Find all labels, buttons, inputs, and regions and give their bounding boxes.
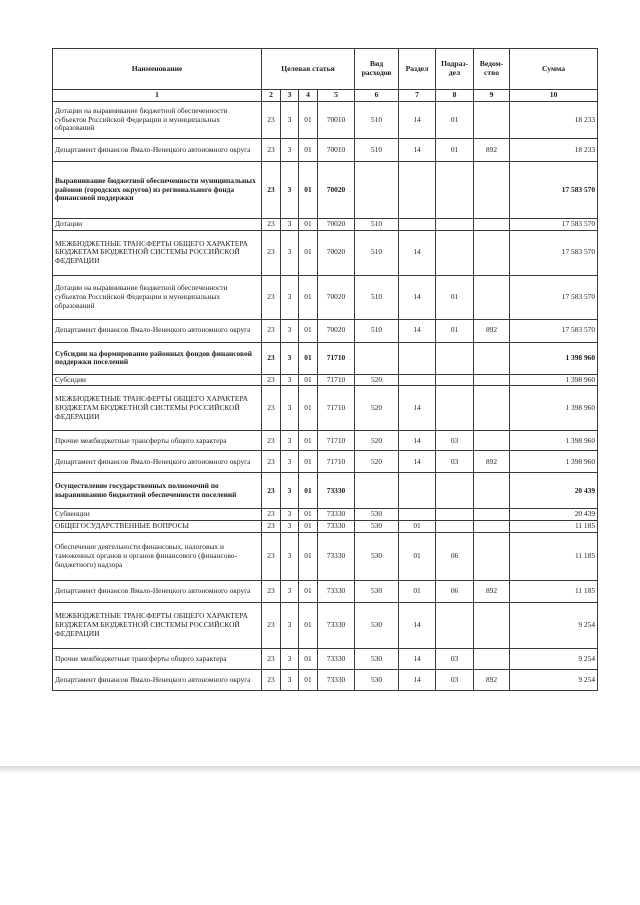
expense-type-code: 510	[355, 230, 399, 275]
target-code-3: 01	[299, 669, 318, 690]
department-code	[474, 431, 510, 451]
expense-type-code: 510	[355, 319, 399, 342]
target-code-2: 3	[281, 386, 299, 431]
table-row	[53, 319, 598, 342]
target-code-3: 01	[299, 342, 318, 374]
row-name: Департамент финансов Ямало-Ненецкого автономного округа	[53, 580, 262, 602]
row-sum: 20 439	[510, 473, 598, 509]
row-sum: 11 185	[510, 532, 598, 580]
row-sum: 17 583 570	[510, 319, 598, 342]
row-name: Субсидии на формирование районных фондов финансовой поддержки поселений	[53, 342, 262, 374]
table-row	[53, 669, 598, 690]
target-code-3: 01	[299, 648, 318, 669]
expense-type-code: 520	[355, 386, 399, 431]
row-sum: 1 398 960	[510, 374, 598, 386]
target-code-4: 73330	[318, 648, 355, 669]
table-row	[53, 602, 598, 648]
target-code-3: 01	[299, 473, 318, 509]
row-name: ОБЩЕГОСУДАРСТВЕННЫЕ ВОПРОСЫ	[53, 521, 262, 533]
target-code-4: 73330	[318, 602, 355, 648]
subsection-code	[436, 602, 474, 648]
target-code-3: 01	[299, 319, 318, 342]
subsection-code	[436, 342, 474, 374]
col-number: 5	[318, 90, 355, 102]
table-row	[53, 431, 598, 451]
header-exp-type: Вид расходов	[355, 49, 399, 90]
row-name: Субсидии	[53, 374, 262, 386]
target-code-1: 23	[262, 580, 281, 602]
target-code-1: 23	[262, 451, 281, 473]
expense-type-code: 530	[355, 648, 399, 669]
target-code-1: 23	[262, 319, 281, 342]
expense-type-code: 520	[355, 451, 399, 473]
subsection-code	[436, 521, 474, 533]
target-code-3: 01	[299, 602, 318, 648]
department-code	[474, 102, 510, 139]
section-code: 01	[399, 580, 436, 602]
row-sum: 20 439	[510, 509, 598, 521]
expense-type-code: 530	[355, 532, 399, 580]
col-number: 8	[436, 90, 474, 102]
row-sum: 18 233	[510, 102, 598, 139]
table-row	[53, 386, 598, 431]
table-row	[53, 219, 598, 231]
target-code-2: 3	[281, 139, 299, 162]
target-code-2: 3	[281, 580, 299, 602]
table-row	[53, 451, 598, 473]
target-code-3: 01	[299, 532, 318, 580]
section-code: 14	[399, 319, 436, 342]
row-sum: 17 583 570	[510, 219, 598, 231]
col-number: 2	[262, 90, 281, 102]
section-code: 14	[399, 102, 436, 139]
row-name: Обеспечение деятельности финансовых, налоговых и таможенных органов и органов финансового (финансово-бюджетного) надзора	[53, 532, 262, 580]
row-sum: 9 254	[510, 669, 598, 690]
target-code-1: 23	[262, 431, 281, 451]
subsection-code	[436, 386, 474, 431]
department-code	[474, 342, 510, 374]
row-name: Дотации на выравнивание бюджетной обеспеченности субъектов Российской Федерации и муниципальных образований	[53, 102, 262, 139]
subsection-code: 01	[436, 102, 474, 139]
section-code	[399, 162, 436, 219]
table-header-row	[53, 49, 598, 90]
row-sum: 9 254	[510, 648, 598, 669]
col-number: 6	[355, 90, 399, 102]
target-code-1: 23	[262, 509, 281, 521]
target-code-3: 01	[299, 374, 318, 386]
table-row	[53, 139, 598, 162]
section-code: 14	[399, 648, 436, 669]
target-code-2: 3	[281, 275, 299, 319]
table-row	[53, 521, 598, 533]
department-code	[474, 648, 510, 669]
expense-type-code: 530	[355, 509, 399, 521]
row-sum: 17 583 570	[510, 275, 598, 319]
table-row	[53, 162, 598, 219]
department-code: 892	[474, 580, 510, 602]
row-sum: 1 398 960	[510, 386, 598, 431]
expense-type-code: 510	[355, 139, 399, 162]
target-code-1: 23	[262, 473, 281, 509]
row-name: МЕЖБЮДЖЕТНЫЕ ТРАНСФЕРТЫ ОБЩЕГО ХАРАКТЕРА БЮДЖЕТАМ БЮДЖЕТНОЙ СИСТЕМЫ РОССИЙСКОЙ ФЕДЕРАЦИИ	[53, 386, 262, 431]
row-sum: 17 583 570	[510, 230, 598, 275]
section-code: 14	[399, 669, 436, 690]
row-name: Дотации на выравнивание бюджетной обеспеченности субъектов Российской Федерации и муниципальных образований	[53, 275, 262, 319]
table-row	[53, 473, 598, 509]
table-row	[53, 532, 598, 580]
row-name: МЕЖБЮДЖЕТНЫЕ ТРАНСФЕРТЫ ОБЩЕГО ХАРАКТЕРА БЮДЖЕТАМ БЮДЖЕТНОЙ СИСТЕМЫ РОССИЙСКОЙ ФЕДЕРАЦИИ	[53, 230, 262, 275]
target-code-1: 23	[262, 521, 281, 533]
target-code-4: 73330	[318, 669, 355, 690]
target-code-4: 70020	[318, 319, 355, 342]
department-code	[474, 386, 510, 431]
row-sum: 1 398 960	[510, 342, 598, 374]
target-code-2: 3	[281, 602, 299, 648]
target-code-3: 01	[299, 102, 318, 139]
row-sum: 11 185	[510, 580, 598, 602]
subsection-code	[436, 230, 474, 275]
subsection-code: 03	[436, 451, 474, 473]
target-code-3: 01	[299, 509, 318, 521]
column-number-row	[53, 90, 598, 102]
section-code	[399, 374, 436, 386]
department-code	[474, 374, 510, 386]
row-name: Департамент финансов Ямало-Ненецкого автономного округа	[53, 139, 262, 162]
row-name: Осуществление государственных полномочий по выравниванию бюджетной обеспеченности поселений	[53, 473, 262, 509]
target-code-2: 3	[281, 219, 299, 231]
target-code-1: 23	[262, 602, 281, 648]
section-code: 01	[399, 532, 436, 580]
target-code-3: 01	[299, 386, 318, 431]
row-name: Прочие межбюджетные трансферты общего характера	[53, 431, 262, 451]
subsection-code: 03	[436, 648, 474, 669]
expense-type-code: 530	[355, 669, 399, 690]
subsection-code: 06	[436, 580, 474, 602]
target-code-4: 71710	[318, 431, 355, 451]
target-code-4: 70020	[318, 230, 355, 275]
section-code: 14	[399, 230, 436, 275]
row-name: Дотации	[53, 219, 262, 231]
target-code-1: 23	[262, 648, 281, 669]
col-number: 1	[53, 90, 262, 102]
target-code-4: 71710	[318, 342, 355, 374]
target-code-4: 70020	[318, 275, 355, 319]
department-code	[474, 509, 510, 521]
expense-type-code: 510	[355, 219, 399, 231]
target-code-4: 73330	[318, 532, 355, 580]
subsection-code	[436, 162, 474, 219]
row-name: Департамент финансов Ямало-Ненецкого автономного округа	[53, 451, 262, 473]
target-code-3: 01	[299, 521, 318, 533]
target-code-3: 01	[299, 275, 318, 319]
row-name: МЕЖБЮДЖЕТНЫЕ ТРАНСФЕРТЫ ОБЩЕГО ХАРАКТЕРА БЮДЖЕТАМ БЮДЖЕТНОЙ СИСТЕМЫ РОССИЙСКОЙ ФЕДЕРАЦИИ	[53, 602, 262, 648]
target-code-1: 23	[262, 230, 281, 275]
department-code	[474, 521, 510, 533]
department-code: 892	[474, 139, 510, 162]
header-name: Наименование	[53, 49, 262, 90]
target-code-4: 70010	[318, 139, 355, 162]
target-code-2: 3	[281, 521, 299, 533]
target-code-3: 01	[299, 219, 318, 231]
row-name: Департамент финансов Ямало-Ненецкого автономного округа	[53, 319, 262, 342]
target-code-2: 3	[281, 532, 299, 580]
target-code-2: 3	[281, 431, 299, 451]
expense-type-code: 530	[355, 521, 399, 533]
section-code: 14	[399, 275, 436, 319]
header-subsection: Подраз-дел	[436, 49, 474, 90]
expense-type-code: 510	[355, 102, 399, 139]
section-code: 14	[399, 431, 436, 451]
target-code-1: 23	[262, 219, 281, 231]
subsection-code: 01	[436, 319, 474, 342]
section-code: 14	[399, 386, 436, 431]
department-code	[474, 275, 510, 319]
subsection-code	[436, 509, 474, 521]
target-code-1: 23	[262, 275, 281, 319]
department-code: 892	[474, 319, 510, 342]
expense-type-code	[355, 473, 399, 509]
budget-table	[52, 48, 598, 691]
section-code	[399, 342, 436, 374]
row-name: Департамент финансов Ямало-Ненецкого автономного округа	[53, 669, 262, 690]
table-row	[53, 648, 598, 669]
header-target: Целевая статья	[262, 49, 355, 90]
row-sum: 9 254	[510, 602, 598, 648]
target-code-4: 73330	[318, 580, 355, 602]
target-code-1: 23	[262, 532, 281, 580]
col-number: 9	[474, 90, 510, 102]
col-number: 10	[510, 90, 598, 102]
table-row	[53, 580, 598, 602]
header-section: Раздел	[399, 49, 436, 90]
target-code-4: 73330	[318, 521, 355, 533]
expense-type-code: 530	[355, 602, 399, 648]
target-code-1: 23	[262, 102, 281, 139]
expense-type-code: 520	[355, 431, 399, 451]
table-row	[53, 374, 598, 386]
col-number: 7	[399, 90, 436, 102]
target-code-3: 01	[299, 230, 318, 275]
target-code-3: 01	[299, 139, 318, 162]
table-row	[53, 275, 598, 319]
page-edge-shadow	[0, 766, 640, 774]
target-code-4: 73330	[318, 473, 355, 509]
department-code	[474, 473, 510, 509]
section-code	[399, 219, 436, 231]
expense-type-code: 510	[355, 275, 399, 319]
subsection-code: 03	[436, 669, 474, 690]
target-code-1: 23	[262, 139, 281, 162]
col-number: 3	[281, 90, 299, 102]
expense-type-code	[355, 162, 399, 219]
target-code-2: 3	[281, 162, 299, 219]
target-code-1: 23	[262, 374, 281, 386]
target-code-2: 3	[281, 102, 299, 139]
subsection-code	[436, 374, 474, 386]
target-code-4: 71710	[318, 451, 355, 473]
expense-type-code: 530	[355, 580, 399, 602]
target-code-3: 01	[299, 451, 318, 473]
subsection-code: 01	[436, 275, 474, 319]
target-code-3: 01	[299, 580, 318, 602]
target-code-4: 70020	[318, 162, 355, 219]
department-code	[474, 162, 510, 219]
header-department: Ведом-ство	[474, 49, 510, 90]
section-code: 14	[399, 139, 436, 162]
target-code-4: 70020	[318, 219, 355, 231]
subsection-code: 03	[436, 431, 474, 451]
table-row	[53, 230, 598, 275]
table-row	[53, 342, 598, 374]
row-sum: 1 398 960	[510, 451, 598, 473]
target-code-4: 70010	[318, 102, 355, 139]
target-code-4: 71710	[318, 386, 355, 431]
subsection-code: 01	[436, 139, 474, 162]
target-code-1: 23	[262, 669, 281, 690]
section-code	[399, 473, 436, 509]
col-number: 4	[299, 90, 318, 102]
header-sum: Сумма	[510, 49, 598, 90]
table-row	[53, 102, 598, 139]
target-code-2: 3	[281, 230, 299, 275]
target-code-2: 3	[281, 451, 299, 473]
target-code-2: 3	[281, 669, 299, 690]
target-code-4: 71710	[318, 374, 355, 386]
target-code-4: 73330	[318, 509, 355, 521]
department-code	[474, 230, 510, 275]
row-sum: 18 233	[510, 139, 598, 162]
subsection-code: 06	[436, 532, 474, 580]
section-code: 14	[399, 451, 436, 473]
target-code-2: 3	[281, 473, 299, 509]
target-code-1: 23	[262, 342, 281, 374]
expense-type-code: 520	[355, 374, 399, 386]
target-code-1: 23	[262, 162, 281, 219]
row-sum: 1 398 960	[510, 431, 598, 451]
section-code	[399, 509, 436, 521]
department-code: 892	[474, 451, 510, 473]
subsection-code	[436, 473, 474, 509]
department-code	[474, 602, 510, 648]
target-code-2: 3	[281, 319, 299, 342]
row-name: Выравнивание бюджетной обеспеченности муниципальных районов (городских округов) из регионального фонда финансовой поддержки	[53, 162, 262, 219]
subsection-code	[436, 219, 474, 231]
expense-type-code	[355, 342, 399, 374]
target-code-1: 23	[262, 386, 281, 431]
row-sum: 11 185	[510, 521, 598, 533]
target-code-2: 3	[281, 648, 299, 669]
department-code	[474, 219, 510, 231]
table-row	[53, 509, 598, 521]
department-code: 892	[474, 669, 510, 690]
target-code-2: 3	[281, 509, 299, 521]
target-code-3: 01	[299, 162, 318, 219]
target-code-2: 3	[281, 374, 299, 386]
section-code: 14	[399, 602, 436, 648]
target-code-2: 3	[281, 342, 299, 374]
department-code	[474, 532, 510, 580]
row-name: Прочие межбюджетные трансферты общего характера	[53, 648, 262, 669]
row-sum: 17 583 570	[510, 162, 598, 219]
target-code-3: 01	[299, 431, 318, 451]
row-name: Субвенции	[53, 509, 262, 521]
section-code: 01	[399, 521, 436, 533]
